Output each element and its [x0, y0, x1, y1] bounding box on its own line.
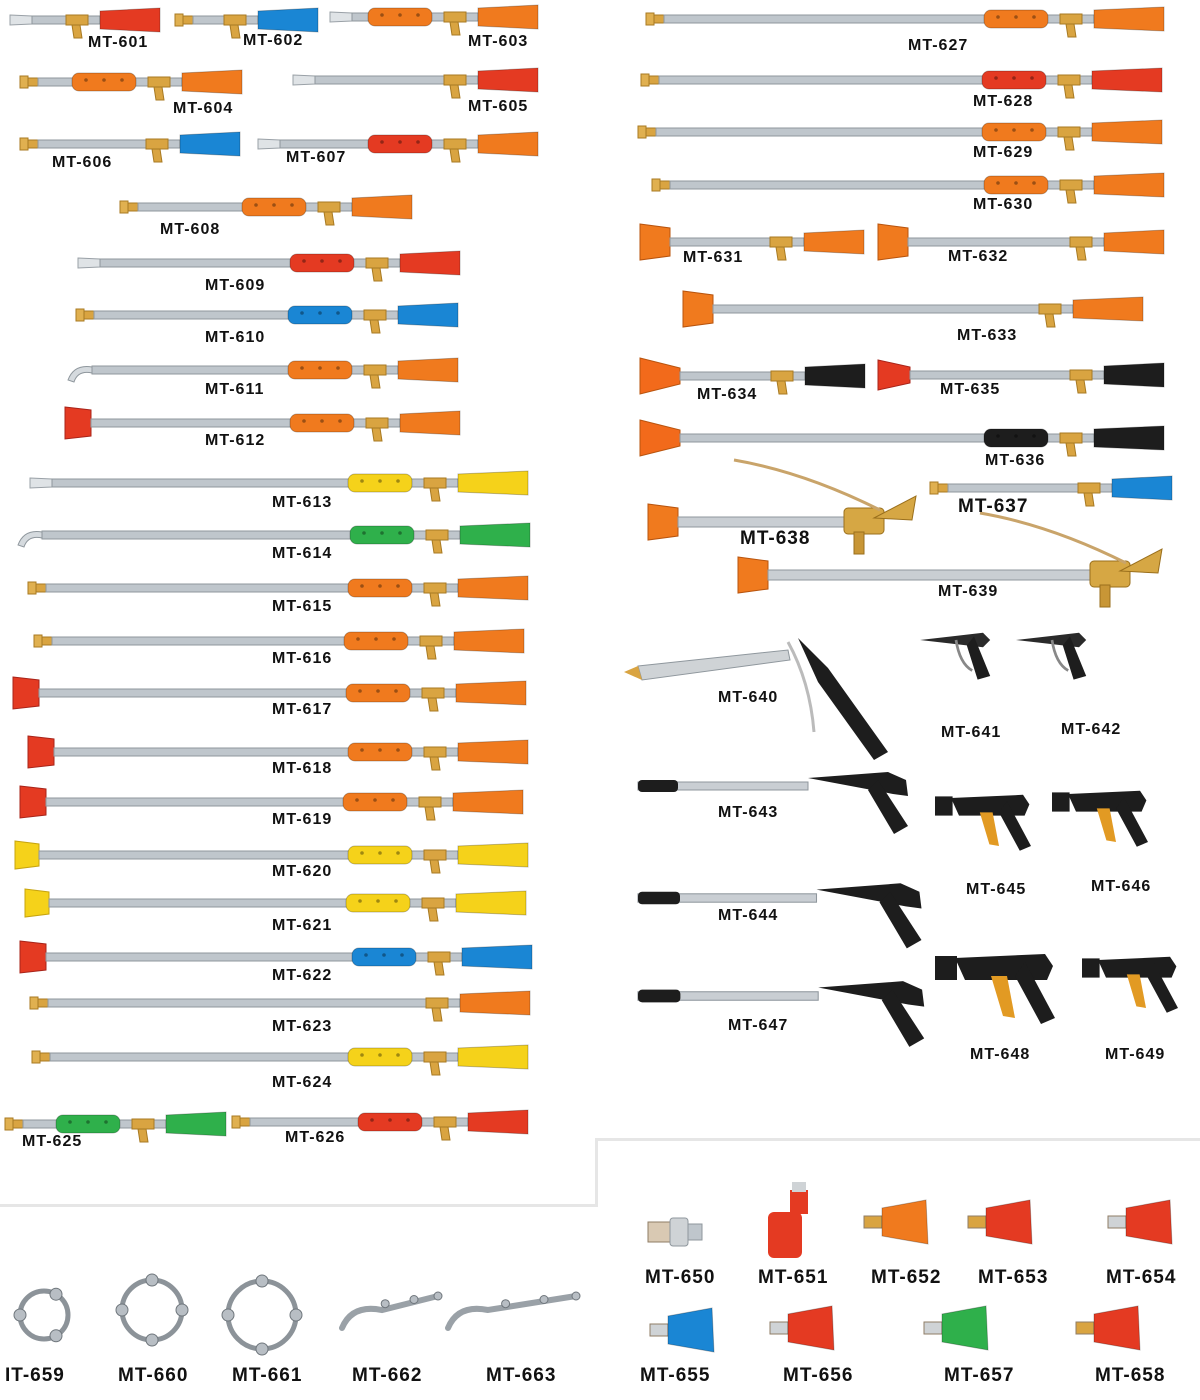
product-code-label: MT-601 — [88, 34, 149, 51]
product-code-label: MT-622 — [272, 967, 333, 984]
spray-lance-icon — [32, 1045, 528, 1075]
product-code-label: MT-631 — [683, 249, 744, 266]
boom-arm-icon — [342, 1292, 442, 1328]
product-code-label: MT-660 — [118, 1365, 189, 1386]
spray-lance-icon — [232, 1110, 528, 1140]
red-nozzle-icon — [1108, 1200, 1172, 1244]
red-nozzle-icon — [968, 1200, 1032, 1244]
spray-gun-icon — [920, 633, 990, 680]
product-code-label: MT-643 — [718, 804, 779, 821]
spray-lance-icon — [638, 120, 1162, 150]
product-code-label: MT-658 — [1095, 1365, 1166, 1386]
product-code-label: MT-608 — [160, 221, 221, 238]
product-code-label: MT-633 — [957, 327, 1018, 344]
product-code-label: MT-632 — [948, 248, 1009, 265]
product-code-label: MT-634 — [697, 386, 758, 403]
product-code-label: MT-603 — [468, 33, 529, 50]
product-code-label: MT-652 — [871, 1267, 942, 1288]
ring-nozzle-icon — [222, 1275, 302, 1355]
product-code-label: MT-629 — [973, 144, 1034, 161]
product-code-label: MT-645 — [966, 881, 1027, 898]
spray-gun-icon — [935, 795, 1031, 851]
product-code-label: MT-641 — [941, 724, 1002, 741]
product-code-label: MT-615 — [272, 598, 333, 615]
red-nozzle-icon — [1076, 1306, 1140, 1350]
spray-lance-icon — [13, 677, 526, 711]
product-code-label: MT-640 — [718, 689, 779, 706]
product-code-label: MT-638 — [740, 528, 811, 549]
spray-lance-icon — [646, 7, 1164, 37]
spray-gun-icon — [935, 954, 1055, 1024]
blue-nozzle-icon — [650, 1308, 714, 1352]
product-code-label: MT-649 — [1105, 1046, 1166, 1063]
product-code-label: MT-657 — [944, 1365, 1015, 1386]
product-code-label: MT-647 — [728, 1017, 789, 1034]
product-code-label: MT-613 — [272, 494, 333, 511]
spray-lance-icon — [640, 224, 864, 260]
product-code-label: MT-625 — [22, 1133, 83, 1150]
product-code-label: MT-628 — [973, 93, 1034, 110]
product-code-label: MT-621 — [272, 917, 333, 934]
product-code-label: ІT-659 — [5, 1365, 65, 1386]
product-code-label: MT-604 — [173, 100, 234, 117]
spray-gun-icon — [1052, 791, 1148, 847]
product-code-label: MT-651 — [758, 1267, 829, 1288]
product-code-label: MT-662 — [352, 1365, 423, 1386]
product-code-label: MT-654 — [1106, 1267, 1177, 1288]
product-code-label: MT-653 — [978, 1267, 1049, 1288]
spray-lance-icon — [878, 224, 1164, 260]
spray-gun-icon — [1016, 633, 1086, 680]
product-code-label: MT-648 — [970, 1046, 1031, 1063]
product-code-label: MT-650 — [645, 1267, 716, 1288]
product-code-label: MT-611 — [205, 381, 265, 398]
spray-lance-icon — [330, 5, 538, 35]
steel-nozzle-icon — [648, 1218, 702, 1246]
green-nozzle-icon — [924, 1306, 988, 1350]
spray-lance-icon — [641, 68, 1162, 98]
product-code-label: MT-607 — [286, 149, 347, 166]
product-code-label: MT-619 — [272, 811, 333, 828]
spray-lance-icon — [652, 173, 1164, 203]
product-code-label: MT-656 — [783, 1365, 854, 1386]
boom-arm-icon — [448, 1292, 580, 1328]
spray-gun-icon — [1082, 957, 1178, 1013]
ring-nozzle-icon — [116, 1274, 188, 1346]
spray-lance-icon — [78, 251, 460, 281]
product-code-label: MT-612 — [205, 432, 266, 449]
product-code-label: MT-635 — [940, 381, 1001, 398]
product-code-label: MT-644 — [718, 907, 779, 924]
spray-lance-icon — [20, 70, 242, 100]
product-code-label: MT-624 — [272, 1074, 333, 1091]
spray-lance-icon — [76, 303, 458, 333]
product-code-label: MT-602 — [243, 32, 304, 49]
product-code-label: MT-609 — [205, 277, 266, 294]
product-code-label: MT-646 — [1091, 878, 1152, 895]
product-code-label: MT-639 — [938, 583, 999, 600]
spray-lance-icon — [683, 291, 1143, 327]
product-code-label: MT-655 — [640, 1365, 711, 1386]
product-code-label: MT-626 — [285, 1129, 346, 1146]
product-code-label: MT-610 — [205, 329, 266, 346]
spray-gun-icon — [638, 772, 908, 834]
ring-nozzle-icon — [14, 1288, 68, 1342]
product-code-label: MT-663 — [486, 1365, 557, 1386]
spray-gun-icon — [638, 883, 922, 948]
spray-lance-icon — [30, 991, 530, 1021]
spray-lance-icon — [293, 68, 538, 98]
red-nozzle-icon — [770, 1306, 834, 1350]
product-code-label: MT-618 — [272, 760, 333, 777]
product-code-label: MT-620 — [272, 863, 333, 880]
spray-lance-icon — [878, 360, 1164, 393]
product-code-label: MT-617 — [272, 701, 333, 718]
red-nozzle-icon — [768, 1182, 808, 1258]
product-code-label: MT-637 — [958, 496, 1029, 517]
product-code-label: MT-642 — [1061, 721, 1122, 738]
spray-gun-icon — [638, 981, 924, 1047]
product-code-label: MT-630 — [973, 196, 1034, 213]
product-code-label: MT-623 — [272, 1018, 333, 1035]
spray-lance-icon — [640, 420, 1164, 456]
product-code-label: MT-661 — [232, 1365, 303, 1386]
product-code-label: MT-636 — [985, 452, 1046, 469]
product-code-label: MT-605 — [468, 98, 529, 115]
product-code-label: MT-614 — [272, 545, 333, 562]
product-code-label: MT-616 — [272, 650, 333, 667]
orange-nozzle-icon — [864, 1200, 928, 1244]
product-code-label: MT-606 — [52, 154, 113, 171]
product-code-label: MT-627 — [908, 37, 969, 54]
